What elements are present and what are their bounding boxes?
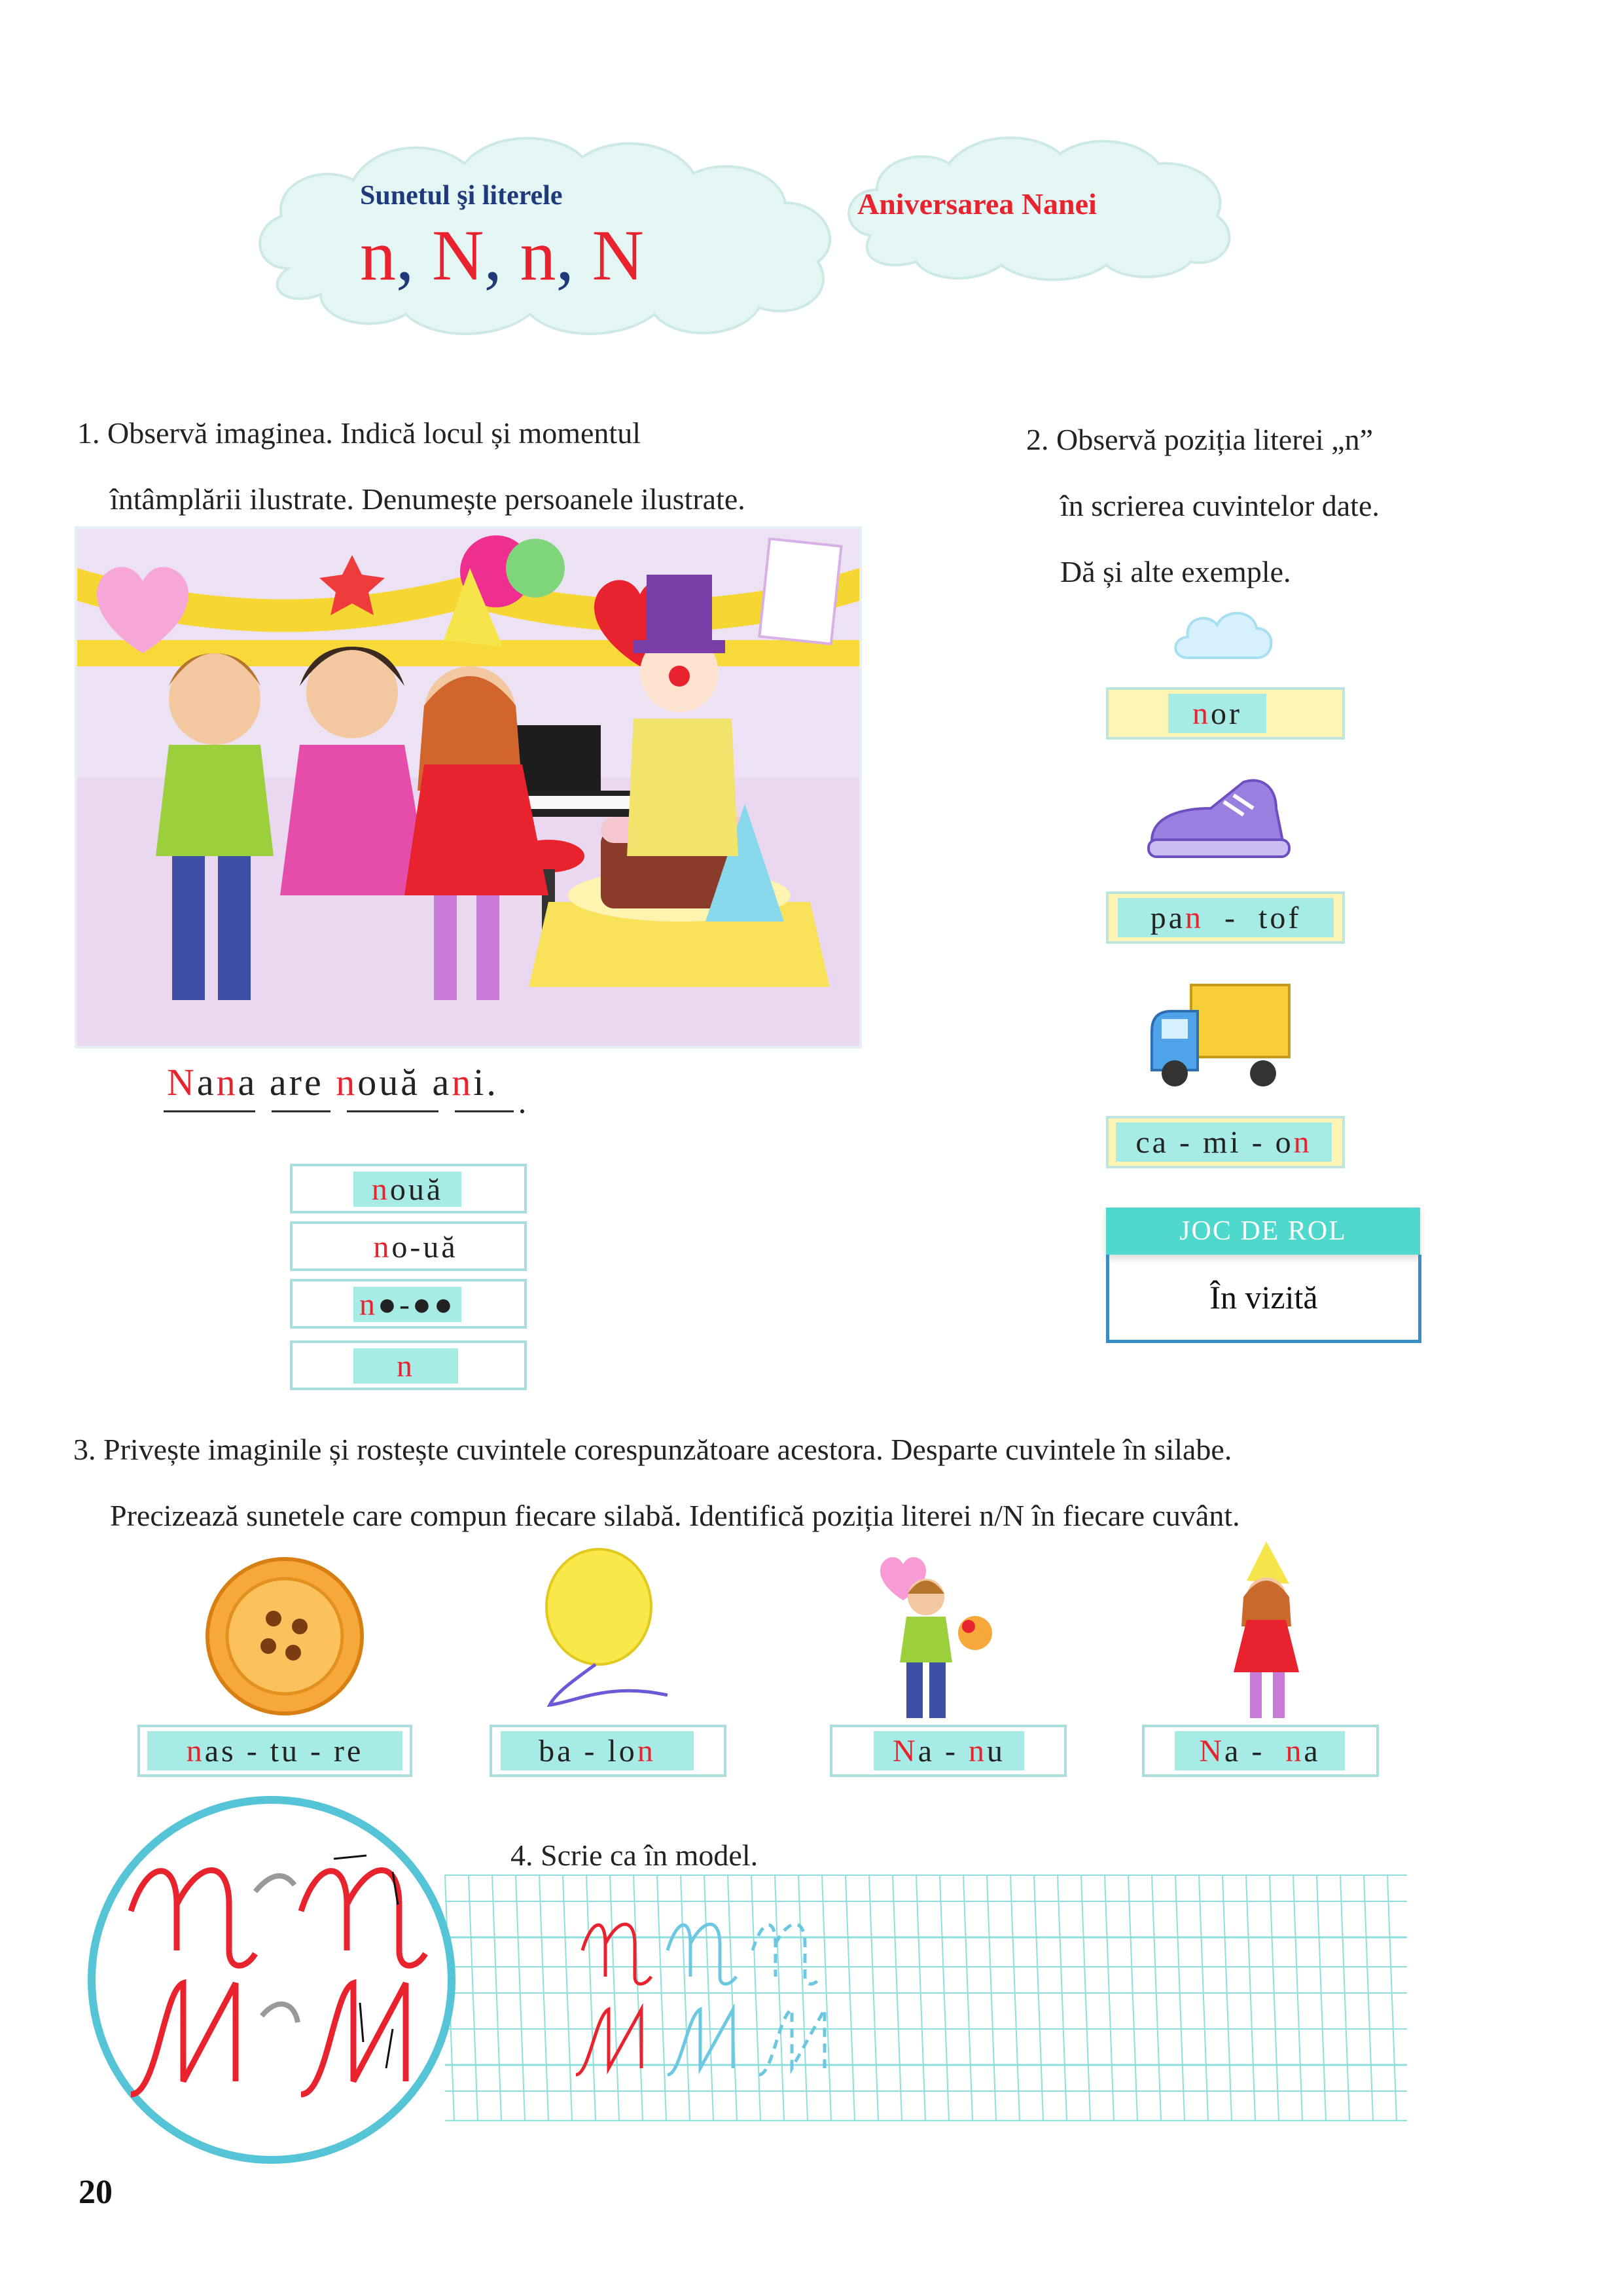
grid-line xyxy=(516,1875,525,2121)
model-letters xyxy=(569,1905,864,2094)
roleplay-title: În vizită xyxy=(1209,1279,1318,1316)
grid-line xyxy=(940,1875,949,2121)
text-segment: ouă xyxy=(389,1172,444,1207)
word-balon xyxy=(501,1731,694,1770)
boy-with-flowers-icon xyxy=(870,1545,1014,1721)
text-segment: - xyxy=(573,1733,608,1768)
cloud-icon xyxy=(1171,605,1276,671)
task3-instruction-line1: 3. Privește imaginile și rostește cuvintele corespunzătoare acestora. Desparte cuvintele în silabe. xyxy=(73,1433,1232,1466)
text-segment: - xyxy=(1204,900,1258,935)
text-segment: N xyxy=(167,1061,197,1103)
header-small-title: Sunetul şi literele xyxy=(360,181,563,211)
grid-line xyxy=(469,1875,478,2121)
grid-line xyxy=(1387,1875,1397,2121)
text-segment: n xyxy=(360,215,396,295)
truck-icon xyxy=(1145,978,1296,1090)
task1-sentence xyxy=(167,1060,499,1104)
grid-line xyxy=(1128,1875,1137,2121)
text-segment: re xyxy=(334,1733,364,1768)
grid-line xyxy=(539,1875,548,2121)
text-segment: as xyxy=(204,1733,236,1768)
balloon-icon xyxy=(537,1548,687,1718)
lesson-title: Aniversarea Nanei xyxy=(857,187,1097,221)
text-segment: uă xyxy=(423,1229,458,1265)
text-segment: n xyxy=(397,1348,415,1384)
text-segment: N xyxy=(1199,1733,1225,1768)
text-segment: - xyxy=(1241,1733,1286,1768)
grid-line xyxy=(1010,1875,1020,2121)
word-nana xyxy=(1175,1731,1345,1770)
text-segment: , xyxy=(556,215,592,295)
text-segment: pa xyxy=(1150,900,1185,935)
grid-line xyxy=(1199,1875,1208,2121)
grid-line xyxy=(1222,1875,1232,2121)
text-segment: n xyxy=(373,1229,392,1265)
text-segment: - xyxy=(300,1733,334,1768)
party-illustration xyxy=(77,529,859,1046)
word-pantof xyxy=(1118,898,1334,937)
text-segment: n xyxy=(520,215,556,295)
sentence-word-lines xyxy=(164,1106,530,1119)
text-segment: n xyxy=(1293,1124,1312,1160)
text-segment: , xyxy=(396,215,432,295)
task2-instruction-line3: Dă și alte exemple. xyxy=(1060,555,1291,588)
text-segment: o xyxy=(391,1229,410,1265)
grid-line xyxy=(1364,1875,1373,2121)
grid-line xyxy=(1034,1875,1043,2121)
text-segment: a xyxy=(238,1061,270,1103)
word-nasture xyxy=(147,1731,402,1770)
text-segment: ouă xyxy=(357,1061,433,1103)
header-letters xyxy=(360,216,644,295)
text-segment: a xyxy=(918,1733,935,1768)
text-segment: - xyxy=(410,1229,423,1265)
text-segment: u xyxy=(986,1733,1005,1768)
text-segment: n xyxy=(1192,696,1211,731)
text-segment: lo xyxy=(607,1733,637,1768)
word-nor xyxy=(1168,694,1266,733)
girl-with-hat-icon xyxy=(1214,1541,1332,1725)
grid-line xyxy=(1317,1875,1326,2121)
text-segment: n xyxy=(968,1733,987,1768)
page-number: 20 xyxy=(79,2174,113,2211)
text-segment: - xyxy=(935,1733,969,1768)
text-segment: N xyxy=(592,215,644,295)
text-segment: ba xyxy=(539,1733,574,1768)
grid-line xyxy=(1152,1875,1161,2121)
text-segment: - xyxy=(236,1733,270,1768)
grid-line xyxy=(1081,1875,1090,2121)
word-camion xyxy=(1116,1122,1332,1162)
text-segment: n xyxy=(186,1733,205,1768)
text-segment: , xyxy=(484,215,520,295)
text-segment: tof xyxy=(1258,900,1302,935)
text-segment: a xyxy=(432,1061,452,1103)
text-segment: N xyxy=(432,215,484,295)
button-icon xyxy=(203,1554,366,1718)
analysis-syllables xyxy=(353,1229,478,1265)
task4-instruction: 4. Scrie ca în model. xyxy=(510,1839,758,1872)
text-segment: n xyxy=(1285,1733,1304,1768)
analysis-word xyxy=(353,1172,461,1207)
grid-line xyxy=(1293,1875,1302,2121)
grid-line xyxy=(1246,1875,1255,2121)
text-segment: ca xyxy=(1135,1124,1169,1160)
task2-instruction-line1: 2. Observă poziția literei „n” xyxy=(1026,423,1374,456)
grid-line xyxy=(987,1875,996,2121)
grid-line xyxy=(492,1875,501,2121)
text-segment: n xyxy=(336,1061,358,1103)
text-segment: n xyxy=(637,1733,656,1768)
text-segment: - xyxy=(1241,1124,1275,1160)
text-segment: mi xyxy=(1202,1124,1241,1160)
text-segment: tu xyxy=(270,1733,300,1768)
grid-line xyxy=(869,1875,878,2121)
text-segment: . xyxy=(486,1061,499,1103)
text-segment: o xyxy=(1275,1124,1294,1160)
text-segment: N xyxy=(893,1733,918,1768)
task1-instruction-line1: 1. Observă imaginea. Indică locul și momentul xyxy=(77,416,641,450)
text-segment: or xyxy=(1211,696,1242,731)
grid-line xyxy=(1175,1875,1185,2121)
grid-line xyxy=(916,1875,925,2121)
grid-line xyxy=(893,1875,902,2121)
grid-line xyxy=(1270,1875,1279,2121)
text-segment: n xyxy=(1185,900,1204,935)
task1-instruction-line2: întâmplării ilustrate. Denumește persoanele ilustrate. xyxy=(110,482,745,516)
roleplay-box xyxy=(1106,1255,1421,1343)
roleplay-header xyxy=(1106,1208,1420,1255)
text-segment: i xyxy=(473,1061,487,1103)
text-segment: - xyxy=(1168,1124,1203,1160)
task3-instruction-line2: Precizează sunetele care compun fiecare silabă. Identifică poziția literei n/N în fiecare cuvânt. xyxy=(110,1499,1240,1532)
text-segment: a xyxy=(1224,1733,1241,1768)
model-circle xyxy=(85,1793,458,2166)
text-segment: a xyxy=(1304,1733,1321,1768)
text-segment: a xyxy=(196,1061,217,1103)
text-segment: ●-●● xyxy=(378,1287,455,1322)
grid-line xyxy=(1340,1875,1349,2121)
text-segment: are xyxy=(269,1061,336,1103)
analysis-letter xyxy=(353,1348,458,1384)
text-segment: n xyxy=(359,1287,378,1322)
text-segment: n xyxy=(216,1061,238,1103)
roleplay-label: JOC DE ROL xyxy=(1179,1216,1347,1246)
analysis-sounds xyxy=(353,1287,461,1322)
word-nanu xyxy=(874,1731,1024,1770)
grid-line xyxy=(963,1875,972,2121)
task2-instruction-line2: în scrierea cuvintelor date. xyxy=(1060,489,1380,522)
grid-line xyxy=(1105,1875,1114,2121)
text-segment: n xyxy=(452,1061,474,1103)
shoe-icon xyxy=(1145,769,1296,867)
text-segment: n xyxy=(371,1172,390,1207)
grid-line xyxy=(1058,1875,1067,2121)
